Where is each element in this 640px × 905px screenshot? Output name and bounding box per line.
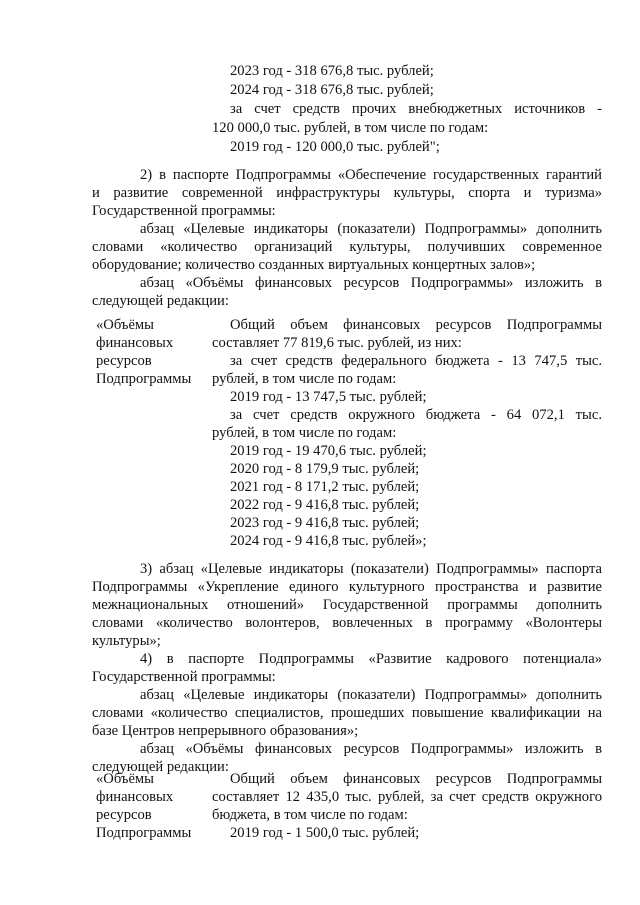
table-line: 2022 год - 9 416,8 тыс. рублей; — [230, 497, 420, 513]
text-line: следующей редакции: — [92, 293, 229, 309]
table-label: «Объёмы — [96, 771, 154, 787]
table-label: Подпрограммы — [96, 371, 192, 387]
text-line: 2019 год - 120 000,0 тыс. рублей"; — [230, 139, 440, 155]
table-line: Общий объем финансовых ресурсов Подпрограммы — [230, 317, 602, 333]
text-line: межнациональных отношений» Государственной программы дополнить — [92, 597, 602, 613]
text-line: за счет средств прочих внебюджетных источников - — [230, 101, 602, 117]
text-line: абзац «Целевые индикаторы (показатели) Подпрограммы» дополнить — [140, 221, 602, 237]
table-label: «Объёмы — [96, 317, 154, 333]
table-line: 2021 год - 8 171,2 тыс. рублей; — [230, 479, 420, 495]
table-line: 2019 год - 19 470,6 тыс. рублей; — [230, 443, 427, 459]
text-line: абзац «Объёмы финансовых ресурсов Подпрограммы» изложить в — [140, 741, 602, 757]
table-label: ресурсов — [96, 807, 152, 823]
table-label: финансовых — [96, 335, 174, 351]
table-line: Общий объем финансовых ресурсов Подпрограммы — [230, 771, 602, 787]
table-line: 2019 год - 1 500,0 тыс. рублей; — [230, 825, 420, 841]
text-line: абзац «Объёмы финансовых ресурсов Подпрограммы» изложить в — [140, 275, 602, 291]
table-line: рублей, в том числе по годам: — [212, 371, 397, 387]
text-line: следующей редакции: — [92, 759, 229, 775]
text-line: абзац «Целевые индикаторы (показатели) Подпрограммы» дополнить — [140, 687, 602, 703]
table-line: составляет 12 435,0 тыс. рублей, за счет средств окружного — [212, 789, 602, 805]
table-label: финансовых — [96, 789, 174, 805]
text-line: Подпрограммы «Укрепление единого культурного пространства и развитие — [92, 579, 602, 595]
text-line: словами «количество волонтеров, вовлеченных в программу «Волонтеры — [92, 615, 602, 631]
table-line: 2020 год - 8 179,9 тыс. рублей; — [230, 461, 420, 477]
table-label: Подпрограммы — [96, 825, 192, 841]
table-line: рублей, в том числе по годам: — [212, 425, 397, 441]
table-line: 2024 год - 9 416,8 тыс. рублей»; — [230, 533, 427, 549]
table-line: 2023 год - 9 416,8 тыс. рублей; — [230, 515, 420, 531]
text-line: 2) в паспорте Подпрограммы «Обеспечение государственных гарантий — [140, 167, 602, 183]
text-line: Государственной программы: — [92, 669, 276, 685]
text-line: Государственной программы: — [92, 203, 276, 219]
text-line: 120 000,0 тыс. рублей, в том числе по годам: — [212, 120, 489, 136]
text-line: 2024 год - 318 676,8 тыс. рублей; — [230, 82, 434, 98]
text-line: оборудование; количество созданных виртуальных концертных залов»; — [92, 257, 536, 273]
text-line: 4) в паспорте Подпрограммы «Развитие кадрового потенциала» — [140, 651, 602, 667]
text-line: словами «количество специалистов, прошедших повышение квалификации на — [92, 705, 602, 721]
table-line: 2019 год - 13 747,5 тыс. рублей; — [230, 389, 427, 405]
text-line: культуры»; — [92, 633, 161, 649]
text-line: 3) абзац «Целевые индикаторы (показатели) Подпрограммы» паспорта — [140, 561, 602, 577]
text-line: и развитие современной инфраструктуры культуры, спорта и туризма» — [92, 185, 602, 201]
table-line: бюджета, в том числе по годам: — [212, 807, 408, 823]
table-line: составляет 77 819,6 тыс. рублей, из них: — [212, 335, 462, 351]
table-label: ресурсов — [96, 353, 152, 369]
text-line: словами «количество организаций культуры, получивших современное — [92, 239, 602, 255]
table-line: за счет средств федерального бюджета - 13 747,5 тыс. — [230, 353, 602, 369]
table-line: за счет средств окружного бюджета - 64 072,1 тыс. — [230, 407, 602, 423]
text-line: базе Центров непрерывного образования»; — [92, 723, 359, 739]
text-line: 2023 год - 318 676,8 тыс. рублей; — [230, 63, 434, 79]
